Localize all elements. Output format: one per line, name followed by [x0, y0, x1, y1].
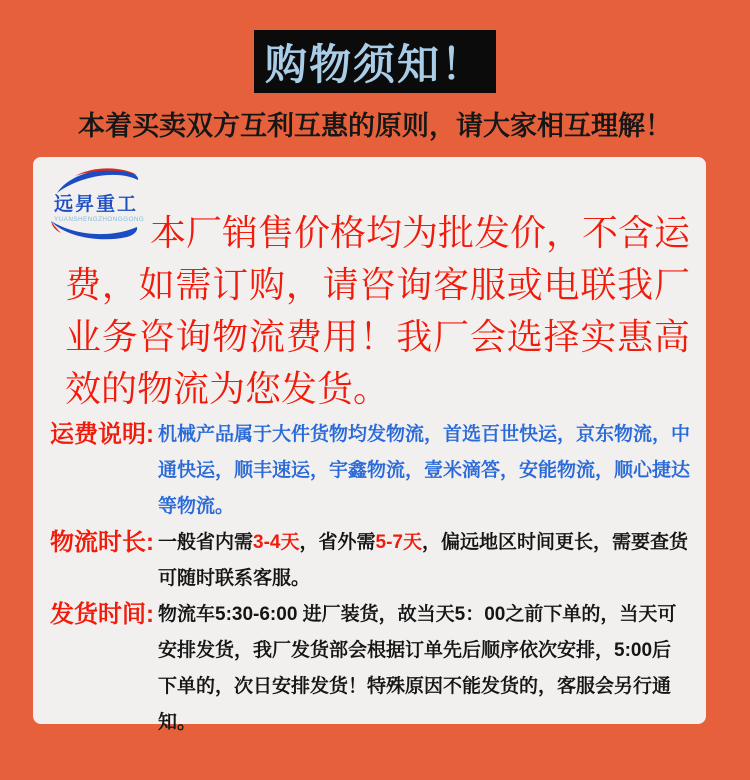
duration-seg-3: ，偏远地区时间更长，需要查货可随时联系客服。	[158, 532, 688, 589]
company-logo	[45, 163, 149, 245]
duration-highlight-days-2: 5-7天	[375, 532, 422, 553]
section-delivery-time	[50, 597, 690, 741]
logistics-duration-text	[158, 525, 690, 597]
shopping-notice-poster	[0, 30, 750, 780]
subtitle-text: 本着买卖双方互利互惠的原则，请大家相互理解！	[78, 111, 672, 141]
shipping-fee-text: 机械产品属于大件货物均发物流，首选百世快运，京东物流，中通快运，顺丰速运，宇鑫物流，壹米滴答，安能物流，顺心捷达等物流。	[158, 424, 691, 517]
logo-swoosh-top-icon	[57, 169, 138, 193]
title-banner	[254, 30, 496, 93]
logo-name: 远昇重工	[54, 194, 139, 215]
page-title: 购物须知！	[264, 40, 485, 88]
section-shipping-fee	[50, 417, 690, 525]
duration-seg-2: ，省外需	[299, 532, 376, 553]
duration-highlight-days-1: 3-4天	[253, 532, 300, 553]
duration-seg-1: 一般省内需	[158, 532, 254, 553]
section-logistics-duration	[50, 525, 690, 597]
logo-subtext: YUANSHENGZHONGGONG	[54, 216, 145, 223]
shipping-fee-label: 运费说明:	[50, 421, 154, 448]
delivery-time-text: 物流车5:30-6:00 进厂装货，故当天5：00之前下单的，当天可安排发货，我厂发货部会根据订单先后顺序依次安排，5:00后下单的，次日安排发货！特殊原因不能发货的，客服会另行通知。	[158, 604, 677, 733]
logo-swoosh-bottom-icon	[51, 221, 137, 239]
price-notice-text: 本厂销售价格均为批发价，不含运费，如需订购，请咨询客服或电联我厂业务咨询物流费用！我厂会选择实惠高效的物流为您发货。	[65, 212, 691, 409]
content-panel	[33, 157, 706, 733]
delivery-time-label: 发货时间:	[50, 601, 154, 628]
logistics-duration-label: 物流时长:	[50, 529, 154, 556]
info-sections	[33, 415, 706, 741]
